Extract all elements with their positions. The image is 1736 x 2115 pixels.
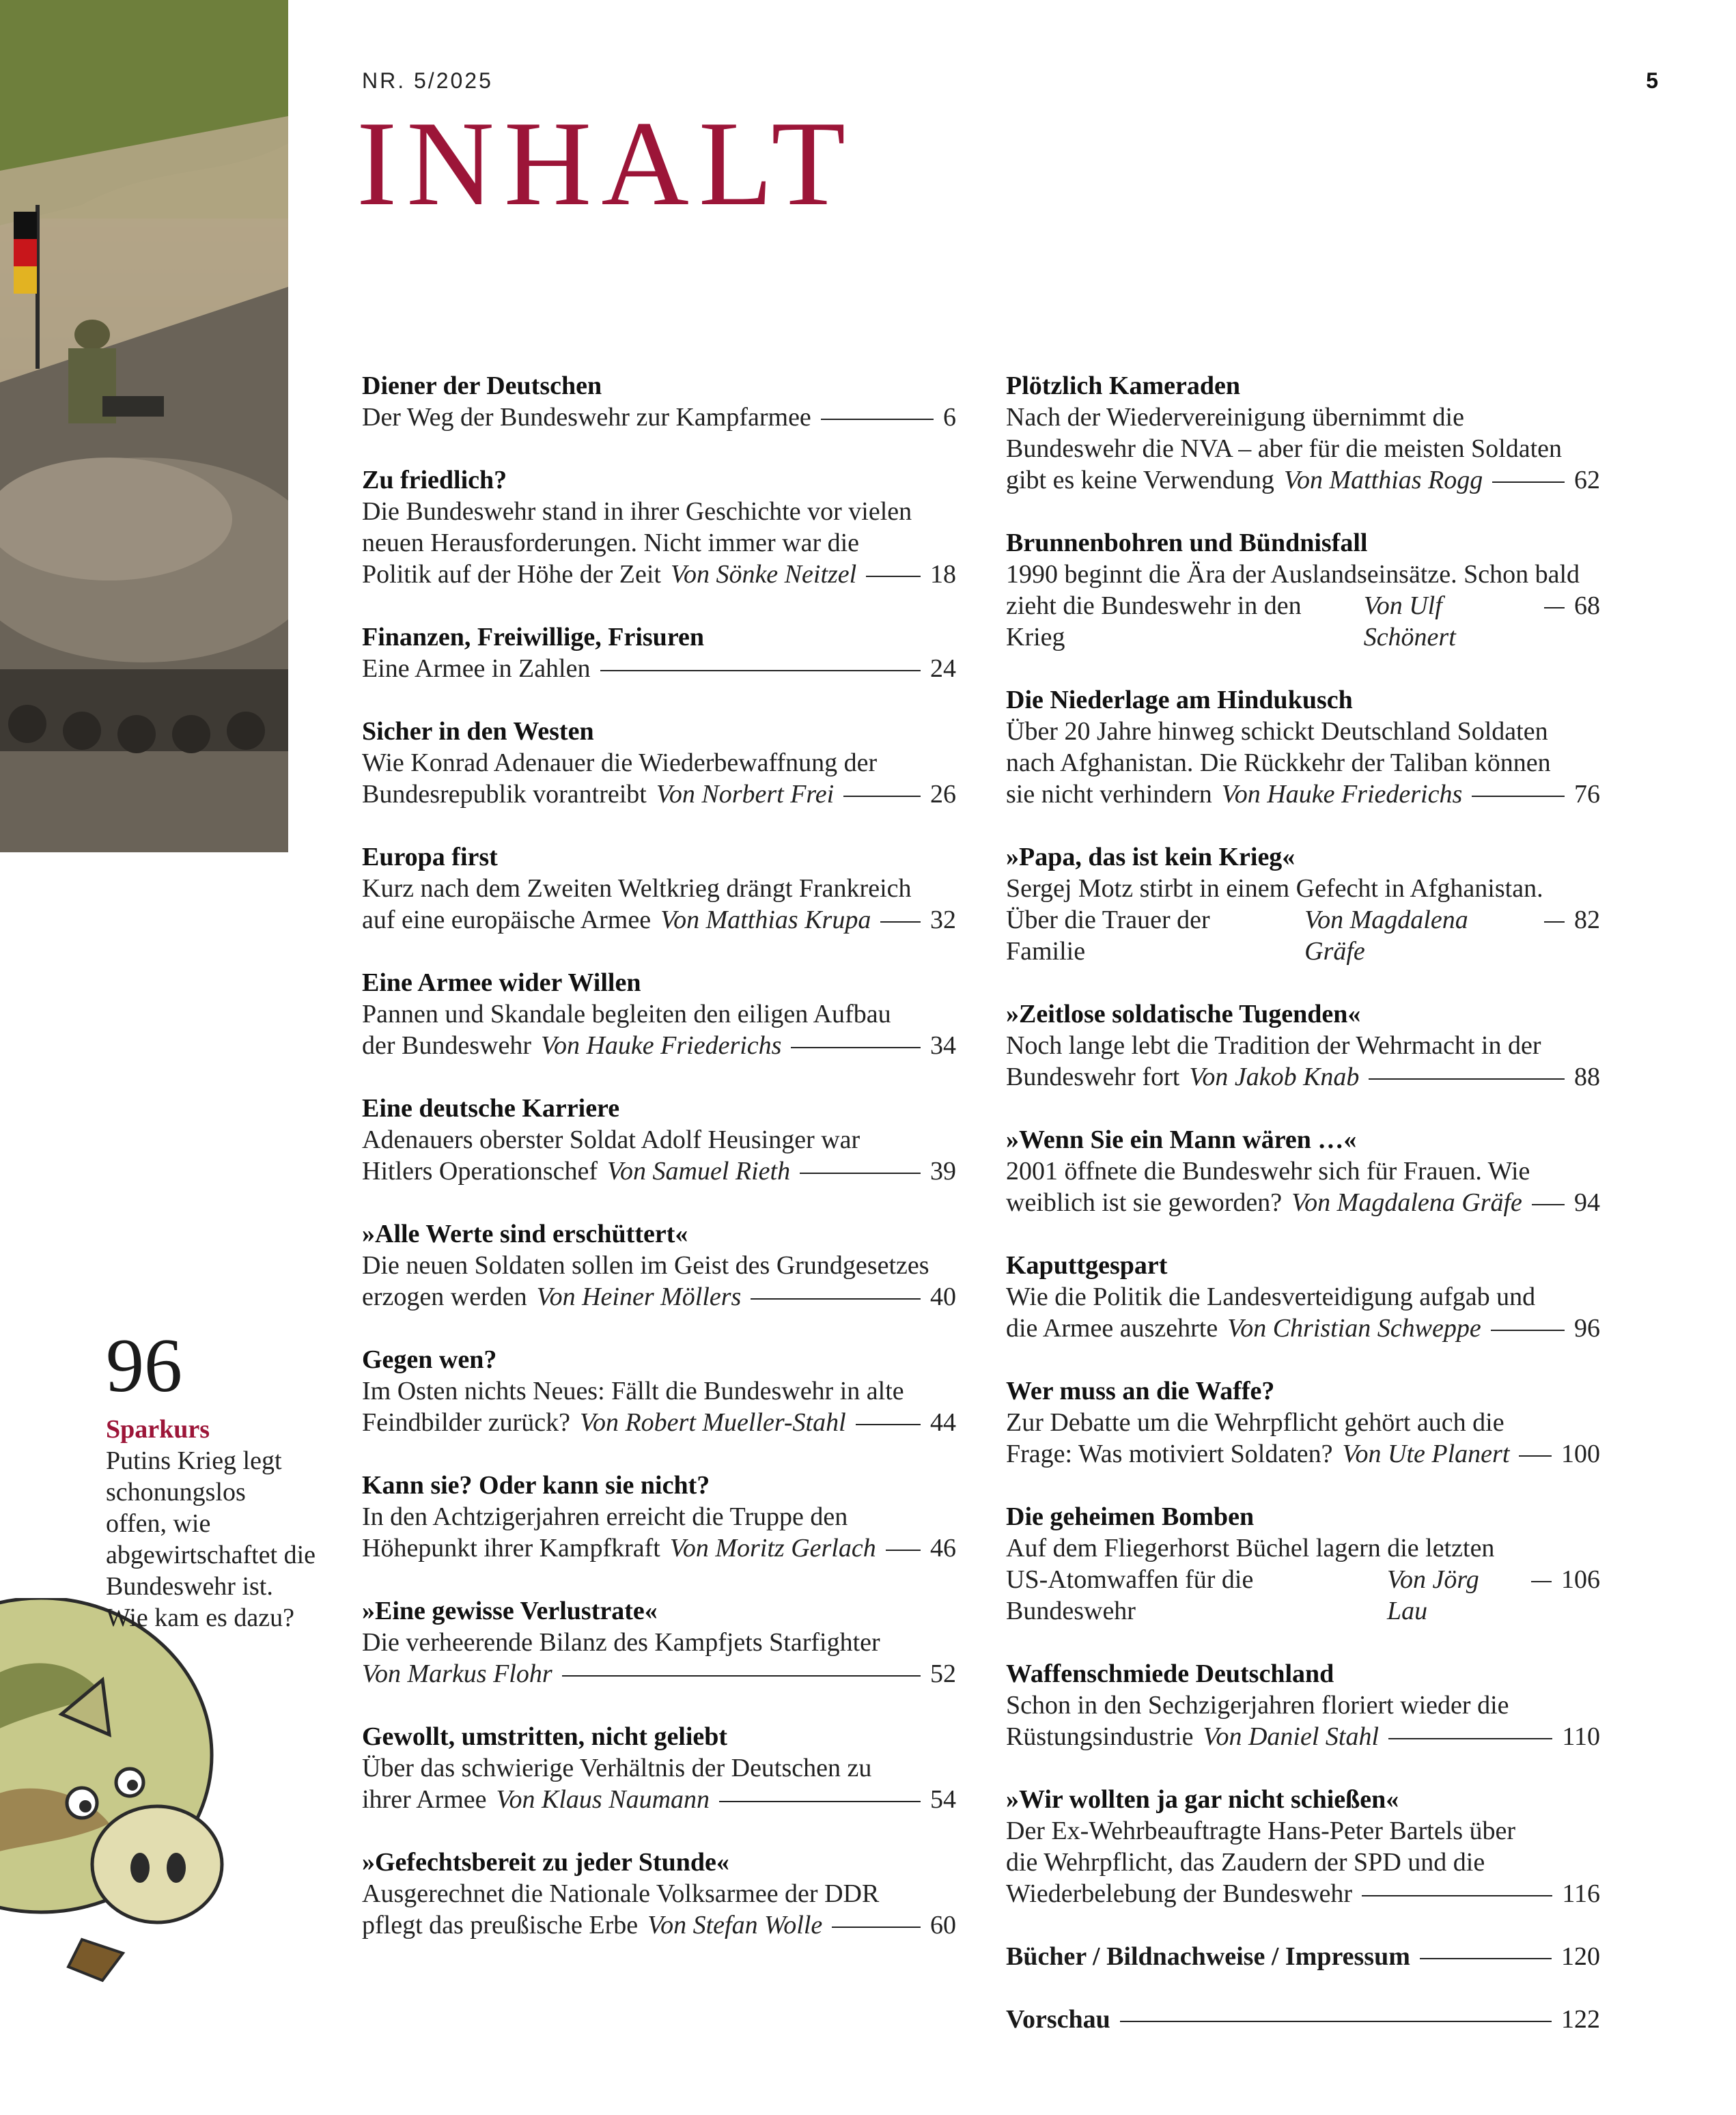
toc-entry-title[interactable]: Kann sie? Oder kann sie nicht? bbox=[362, 1471, 710, 1500]
teaser-line-text: Eine Armee in Zahlen bbox=[362, 654, 591, 683]
teaser-line-text: gibt es keine Verwendung bbox=[1006, 466, 1274, 494]
leader-line bbox=[866, 576, 921, 577]
toc-entry[interactable] bbox=[1006, 841, 1600, 967]
toc-page-number: 100 bbox=[1561, 1440, 1600, 1468]
toc-column-right bbox=[1006, 370, 1600, 2067]
leader-line bbox=[886, 1550, 921, 1551]
toc-entry-teaser bbox=[362, 653, 956, 684]
teaser-line-text: Frage: Was motiviert Soldaten? bbox=[1006, 1440, 1333, 1468]
page-title: INHALT bbox=[356, 96, 856, 231]
author-name: Von Norbert Frei bbox=[656, 780, 835, 809]
teaser-line: Sergej Motz stirbt in einem Gefecht in Afghanistan. bbox=[1006, 874, 1543, 903]
teaser-last-line bbox=[362, 779, 956, 810]
toc-entry[interactable] bbox=[1006, 1250, 1600, 1344]
author-name: Von Ulf Schönert bbox=[1363, 591, 1456, 652]
toc-page-number: 32 bbox=[930, 906, 956, 934]
teaser-line: Über das schwierige Verhältnis der Deutschen zu bbox=[362, 1754, 872, 1782]
teaser-line-text: auf eine europäische Armee bbox=[362, 906, 652, 934]
toc-entry-title[interactable]: Gewollt, umstritten, nicht geliebt bbox=[362, 1722, 728, 1751]
toc-entry-title[interactable]: Gegen wen? bbox=[362, 1345, 497, 1374]
toc-entry-title[interactable]: »Alle Werte sind erschüttert« bbox=[362, 1220, 688, 1248]
teaser-line-text: zieht die Bundeswehr in den Krieg bbox=[1006, 591, 1302, 652]
toc-entry-teaser bbox=[1006, 1815, 1600, 1909]
toc-entry-teaser bbox=[1006, 1155, 1600, 1218]
toc-entry[interactable] bbox=[1006, 1501, 1600, 1627]
toc-page-number: 39 bbox=[930, 1157, 956, 1186]
leader-line bbox=[821, 419, 934, 420]
toc-entry-teaser bbox=[1006, 1281, 1600, 1344]
teaser-page-number: 96 bbox=[106, 1323, 182, 1408]
toc-entry-title[interactable]: »Papa, das ist kein Krieg« bbox=[1006, 843, 1296, 871]
toc-entry-title[interactable]: »Wenn Sie ein Mann wären …« bbox=[1006, 1125, 1357, 1154]
leader-line bbox=[1519, 1455, 1552, 1457]
author-name: Von Hauke Friederichs bbox=[540, 1031, 782, 1060]
toc-entry[interactable] bbox=[1006, 1124, 1600, 1218]
teaser-last-line bbox=[362, 1909, 956, 1941]
teaser-last-line bbox=[1006, 1721, 1600, 1752]
teaser-line: Die neuen Soldaten sollen im Geist des Grundgesetzes bbox=[362, 1251, 929, 1280]
teaser-line: Die verheerende Bilanz des Kampfjets Starfighter bbox=[362, 1628, 880, 1657]
leader-line bbox=[1369, 1078, 1565, 1080]
teaser-line-text: ihrer Armee bbox=[362, 1785, 487, 1814]
teaser-last-line bbox=[362, 559, 956, 590]
leader-line bbox=[856, 1424, 921, 1425]
author-name: Von Markus Flohr bbox=[362, 1659, 552, 1688]
toc-entry-title[interactable]: »Zeitlose soldatische Tugenden« bbox=[1006, 1000, 1361, 1028]
author-name: Von Magdalena Gräfe bbox=[1291, 1188, 1522, 1217]
author-name: Von Jakob Knab bbox=[1189, 1063, 1360, 1091]
toc-entry-teaser bbox=[362, 1878, 956, 1941]
author-name: Von Matthias Krupa bbox=[660, 906, 871, 934]
leader-line bbox=[800, 1173, 921, 1174]
toc-entry-title[interactable]: Diener der Deutschen bbox=[362, 372, 602, 400]
author-name: Von Robert Mueller-Stahl bbox=[579, 1408, 846, 1437]
leader-line bbox=[719, 1801, 921, 1802]
teaser-line: die Wehrpflicht, das Zaudern der SPD und die bbox=[1006, 1848, 1485, 1877]
toc-entry-teaser bbox=[1006, 402, 1600, 496]
teaser-last-line bbox=[362, 653, 956, 684]
teaser-line: Bundeswehr die NVA – aber für die meisten Soldaten bbox=[1006, 434, 1563, 463]
teaser-last-line bbox=[1006, 590, 1600, 653]
leader-line bbox=[1491, 1330, 1565, 1331]
teaser-text-line: Putins Krieg legt bbox=[106, 1446, 282, 1475]
toc-entry[interactable] bbox=[362, 1218, 956, 1313]
author-name: Von Daniel Stahl bbox=[1203, 1722, 1380, 1751]
teaser-line-text: Höhepunkt ihrer Kampfkraft bbox=[362, 1534, 660, 1563]
teaser-line: Zur Debatte um die Wehrpflicht gehört auch die bbox=[1006, 1408, 1504, 1437]
toc-entry-teaser bbox=[1006, 559, 1600, 653]
teaser-line: neuen Herausforderungen. Nicht immer war die bbox=[362, 529, 860, 557]
toc-entry-teaser bbox=[1006, 716, 1600, 810]
teaser-line: Kurz nach dem Zweiten Weltkrieg drängt Frankreich bbox=[362, 874, 912, 903]
toc-entry[interactable] bbox=[362, 1470, 956, 1564]
author-name: Von Sönke Neitzel bbox=[670, 560, 857, 589]
toc-entry-title[interactable]: Vorschau bbox=[1006, 2005, 1110, 2034]
leader-line bbox=[1544, 607, 1565, 608]
toc-entry-teaser bbox=[1006, 873, 1600, 967]
toc-entry[interactable] bbox=[362, 1847, 956, 1941]
teaser-text-line: Wie kam es dazu? bbox=[106, 1603, 294, 1632]
teaser-line: Wie die Politik die Landesverteidigung aufgab und bbox=[1006, 1283, 1536, 1311]
teaser-line-text: der Bundeswehr bbox=[362, 1031, 531, 1060]
toc-page-number: 106 bbox=[1561, 1565, 1600, 1594]
toc-entry[interactable] bbox=[1006, 1375, 1600, 1470]
toc-entry-title[interactable]: »Gefechtsbereit zu jeder Stunde« bbox=[362, 1848, 729, 1877]
piggy-bank-illustration bbox=[0, 1598, 225, 2008]
teaser-line-text: Der Weg der Bundeswehr zur Kampfarmee bbox=[362, 403, 811, 432]
toc-entry-teaser bbox=[362, 747, 956, 810]
author-name: Von Ute Planert bbox=[1342, 1440, 1510, 1468]
teaser-line-text: Wiederbelebung der Bundeswehr bbox=[1006, 1879, 1353, 1908]
teaser-last-line bbox=[1006, 1438, 1600, 1470]
teaser-kicker: Sparkurs bbox=[106, 1415, 210, 1444]
camouflage-piggy-icon bbox=[0, 1598, 225, 2008]
teaser-text-line: abgewirtschaftet die bbox=[106, 1541, 316, 1569]
toc-page-number: 34 bbox=[930, 1031, 956, 1060]
teaser-line: 2001 öffnete die Bundeswehr sich für Frauen. Wie bbox=[1006, 1157, 1530, 1186]
leader-line bbox=[1492, 481, 1565, 483]
teaser-last-line bbox=[362, 1030, 956, 1061]
page-number: 5 bbox=[1646, 68, 1658, 93]
teaser-text-line: offen, wie bbox=[106, 1509, 211, 1538]
toc-entry[interactable] bbox=[1006, 527, 1600, 653]
teaser-line-text: Politik auf der Höhe der Zeit bbox=[362, 560, 661, 589]
cover-photo-tank bbox=[0, 0, 288, 852]
teaser-last-line bbox=[362, 1407, 956, 1438]
toc-entry-title[interactable]: Zu friedlich? bbox=[362, 466, 507, 494]
leader-line bbox=[1532, 1204, 1565, 1205]
toc-entry-simple[interactable] bbox=[1006, 1941, 1600, 1972]
teaser-last-line bbox=[362, 1658, 956, 1690]
leader-line bbox=[600, 670, 921, 671]
toc-page-number: 46 bbox=[930, 1534, 956, 1563]
teaser-last-line bbox=[362, 1155, 956, 1187]
toc-entry-simple[interactable] bbox=[1006, 2004, 1600, 2035]
leader-line bbox=[880, 921, 921, 923]
teaser-line: Die Bundeswehr stand in ihrer Geschichte vor vielen bbox=[362, 497, 912, 526]
teaser-line-text: Feindbilder zurück? bbox=[362, 1408, 570, 1437]
author-name: Von Magdalena Gräfe bbox=[1304, 906, 1468, 966]
toc-page-number: 52 bbox=[930, 1659, 956, 1688]
leader-line bbox=[791, 1047, 921, 1048]
teaser-line: Ausgerechnet die Nationale Volksarmee der DDR bbox=[362, 1879, 880, 1908]
teaser-line-text: weiblich ist sie geworden? bbox=[1006, 1188, 1283, 1217]
leader-line bbox=[1388, 1738, 1552, 1739]
toc-page-number: 54 bbox=[930, 1785, 956, 1814]
tank-photo-illustration bbox=[0, 0, 288, 852]
sidebar-teaser bbox=[106, 1325, 331, 1634]
author-name: Von Hauke Friederichs bbox=[1221, 780, 1463, 809]
toc-page-number: 26 bbox=[930, 780, 956, 809]
toc-entry[interactable] bbox=[362, 464, 956, 590]
toc-entry-title[interactable]: Europa first bbox=[362, 843, 498, 871]
toc-page-number: 62 bbox=[1574, 466, 1600, 494]
toc-entry-title[interactable]: Die geheimen Bomben bbox=[1006, 1502, 1255, 1531]
toc-entry-teaser bbox=[1006, 1690, 1600, 1752]
toc-entry-teaser bbox=[362, 1375, 956, 1438]
toc-page-number: 24 bbox=[930, 654, 956, 683]
toc-page-number: 82 bbox=[1574, 906, 1600, 934]
toc-entry[interactable] bbox=[1006, 998, 1600, 1093]
toc-entry-teaser bbox=[362, 998, 956, 1061]
teaser-last-line bbox=[1006, 1878, 1600, 1909]
teaser-line: Nach der Wiedervereinigung übernimmt die bbox=[1006, 403, 1464, 432]
leader-line bbox=[1420, 1958, 1552, 1959]
teaser-last-line bbox=[362, 1784, 956, 1815]
toc-column-left bbox=[362, 370, 956, 1972]
author-name: Von Jörg Lau bbox=[1387, 1565, 1479, 1625]
teaser-line: Im Osten nichts Neues: Fällt die Bundeswehr in alte bbox=[362, 1377, 904, 1405]
toc-entry[interactable] bbox=[1006, 370, 1600, 496]
leader-line bbox=[832, 1927, 921, 1928]
toc-entry-title[interactable]: Waffenschmiede Deutschland bbox=[1006, 1659, 1334, 1688]
teaser-line: Schon in den Sechzigerjahren floriert wieder die bbox=[1006, 1691, 1509, 1720]
toc-page-number: 122 bbox=[1561, 2005, 1600, 2034]
toc-entry[interactable] bbox=[362, 841, 956, 936]
toc-entry-title[interactable]: Sicher in den Westen bbox=[362, 717, 594, 746]
toc-entry[interactable] bbox=[362, 1344, 956, 1438]
author-name: Von Klaus Naumann bbox=[496, 1785, 710, 1814]
toc-page-number: 94 bbox=[1574, 1188, 1600, 1217]
toc-page-number: 120 bbox=[1561, 1942, 1600, 1971]
author-name: Von Stefan Wolle bbox=[647, 1911, 823, 1939]
toc-page-number: 44 bbox=[930, 1408, 956, 1437]
teaser-last-line bbox=[362, 1532, 956, 1564]
teaser-line-text: pflegt das preußische Erbe bbox=[362, 1911, 639, 1939]
toc-entry[interactable] bbox=[362, 1093, 956, 1187]
teaser-last-line bbox=[1006, 779, 1600, 810]
teaser-last-line bbox=[1006, 1187, 1600, 1218]
toc-page-number: 76 bbox=[1574, 780, 1600, 809]
teaser-last-line bbox=[1006, 904, 1600, 967]
toc-entry-title[interactable]: Wer muss an die Waffe? bbox=[1006, 1377, 1275, 1405]
teaser-line-text: erzogen werden bbox=[362, 1283, 527, 1311]
teaser-line-text: Bundeswehr fort bbox=[1006, 1063, 1180, 1091]
toc-entry-title[interactable]: Kaputtgespart bbox=[1006, 1251, 1168, 1280]
teaser-last-line bbox=[1006, 464, 1600, 496]
teaser-line-text: die Armee auszehrte bbox=[1006, 1314, 1218, 1343]
teaser-last-line bbox=[1006, 1061, 1600, 1093]
teaser-line-text: US-Atomwaffen für die Bundeswehr bbox=[1006, 1565, 1254, 1625]
leader-line bbox=[843, 796, 921, 797]
toc-entry-teaser bbox=[1006, 1030, 1600, 1093]
toc-entry[interactable] bbox=[1006, 684, 1600, 810]
teaser-last-line bbox=[362, 1281, 956, 1313]
leader-line bbox=[562, 1675, 921, 1677]
toc-entry[interactable] bbox=[1006, 1784, 1600, 1909]
toc-entry-teaser bbox=[1006, 1532, 1600, 1627]
toc-entry-teaser bbox=[362, 1124, 956, 1187]
toc-entry-title[interactable]: Eine Armee wider Willen bbox=[362, 968, 641, 997]
toc-entry-teaser bbox=[362, 873, 956, 936]
teaser-line: 1990 beginnt die Ära der Auslandseinsätze. Schon bald bbox=[1006, 560, 1580, 589]
toc-entry-title[interactable]: Eine deutsche Karriere bbox=[362, 1094, 620, 1123]
toc-entry[interactable] bbox=[1006, 1658, 1600, 1752]
leader-line bbox=[1531, 1581, 1552, 1582]
teaser-line: Wie Konrad Adenauer die Wiederbewaffnung der bbox=[362, 748, 878, 777]
toc-page-number: 40 bbox=[930, 1283, 956, 1311]
leader-line bbox=[751, 1298, 921, 1300]
toc-entry-title[interactable]: »Eine gewisse Verlustrate« bbox=[362, 1597, 658, 1625]
toc-entry-teaser bbox=[362, 1250, 956, 1313]
teaser-last-line bbox=[1006, 1313, 1600, 1344]
teaser-line-text: Über die Trauer der Familie bbox=[1006, 906, 1210, 966]
author-name: Von Heiner Möllers bbox=[536, 1283, 742, 1311]
toc-entry[interactable] bbox=[362, 1721, 956, 1815]
teaser-line: nach Afghanistan. Die Rückkehr der Taliban können bbox=[1006, 748, 1551, 777]
teaser-line: Pannen und Skandale begleiten den eiligen Aufbau bbox=[362, 1000, 891, 1028]
toc-page-number: 88 bbox=[1574, 1063, 1600, 1091]
teaser-line-text: Bundesrepublik vorantreibt bbox=[362, 780, 647, 809]
toc-page-number: 96 bbox=[1574, 1314, 1600, 1343]
toc-page-number: 18 bbox=[930, 560, 956, 589]
leader-line bbox=[1544, 921, 1565, 923]
toc-entry-teaser bbox=[362, 1752, 956, 1815]
toc-entry[interactable] bbox=[362, 967, 956, 1061]
toc-entry-teaser bbox=[362, 1501, 956, 1564]
toc-entry-teaser bbox=[1006, 1407, 1600, 1470]
teaser-line: Noch lange lebt die Tradition der Wehrmacht in der bbox=[1006, 1031, 1541, 1060]
teaser-line: Adenauers oberster Soldat Adolf Heusinger war bbox=[362, 1125, 860, 1154]
issue-number: NR. 5/2025 bbox=[362, 68, 493, 93]
toc-entry-title[interactable]: »Wir wollten ja gar nicht schießen« bbox=[1006, 1785, 1399, 1814]
teaser-line: Über 20 Jahre hinweg schickt Deutschland Soldaten bbox=[1006, 717, 1548, 746]
teaser-line-text: Hitlers Operationschef bbox=[362, 1157, 598, 1186]
teaser-line-text: Rüstungsindustrie bbox=[1006, 1722, 1194, 1751]
teaser-last-line bbox=[362, 402, 956, 433]
toc-entry-title[interactable]: Finanzen, Freiwillige, Frisuren bbox=[362, 623, 704, 652]
toc-entry-teaser bbox=[362, 496, 956, 590]
author-name: Von Samuel Rieth bbox=[607, 1157, 791, 1186]
toc-page-number: 68 bbox=[1574, 591, 1600, 620]
toc-page-number: 60 bbox=[930, 1911, 956, 1939]
leader-line bbox=[1472, 796, 1565, 797]
author-name: Von Moritz Gerlach bbox=[669, 1534, 876, 1563]
toc-entry[interactable] bbox=[362, 1595, 956, 1690]
teaser-last-line bbox=[1006, 1564, 1600, 1627]
toc-page-number: 6 bbox=[943, 403, 956, 432]
toc-page-number: 116 bbox=[1562, 1879, 1600, 1908]
author-name: Von Matthias Rogg bbox=[1283, 466, 1483, 494]
teaser-line: Der Ex-Wehrbeauftragte Hans-Peter Bartels über bbox=[1006, 1817, 1516, 1845]
toc-entry-title[interactable]: Plötzlich Kameraden bbox=[1006, 372, 1240, 400]
toc-entry[interactable] bbox=[362, 716, 956, 810]
teaser-last-line bbox=[362, 904, 956, 936]
toc-page-number: 110 bbox=[1562, 1722, 1600, 1751]
toc-entry-title[interactable]: Brunnenbohren und Bündnisfall bbox=[1006, 529, 1368, 557]
teaser-text-line: schonungslos bbox=[106, 1478, 246, 1507]
toc-entry[interactable] bbox=[362, 370, 956, 433]
toc-entry-teaser bbox=[362, 402, 956, 433]
teaser-text-line: Bundeswehr ist. bbox=[106, 1572, 273, 1601]
toc-entry-teaser bbox=[362, 1627, 956, 1690]
author-name: Von Christian Schweppe bbox=[1227, 1314, 1481, 1343]
toc-entry-title[interactable]: Bücher / Bildnachweise / Impressum bbox=[1006, 1942, 1410, 1971]
toc-entry-title[interactable]: Die Niederlage am Hindukusch bbox=[1006, 686, 1353, 714]
teaser-line: In den Achtzigerjahren erreicht die Truppe den bbox=[362, 1502, 848, 1531]
teaser-line-text: sie nicht verhindern bbox=[1006, 780, 1212, 809]
teaser-line: Auf dem Fliegerhorst Büchel lagern die letzten bbox=[1006, 1534, 1495, 1563]
toc-entry[interactable] bbox=[362, 621, 956, 684]
leader-line bbox=[1362, 1895, 1552, 1896]
leader-line bbox=[1120, 2021, 1552, 2022]
